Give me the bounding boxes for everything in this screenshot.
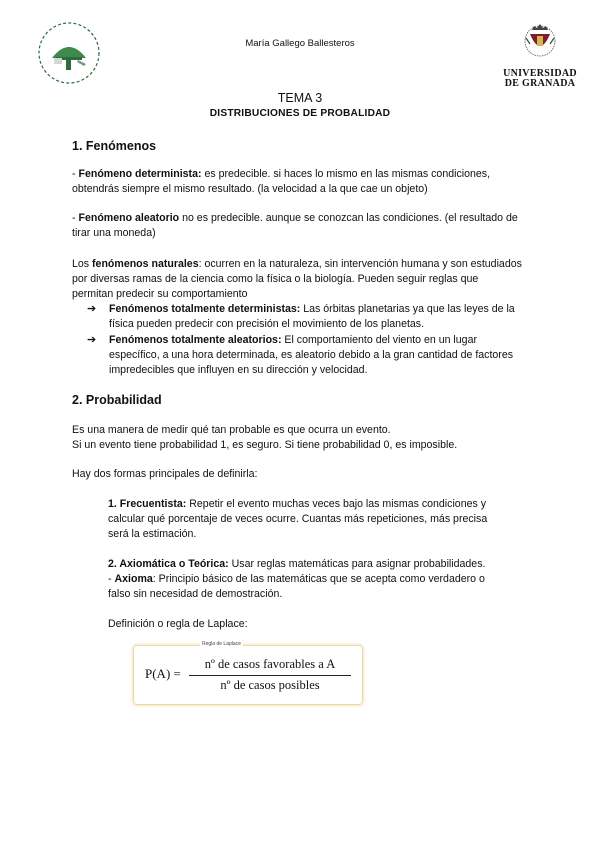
axiom-label: Axioma	[114, 573, 153, 585]
probability-intro-1: Es una manera de medir qué tan probable es que ocurra un evento.	[72, 424, 391, 436]
natural-prefix: Los	[72, 258, 93, 270]
axiomatic-paragraph	[108, 557, 518, 572]
university-line1: UNIVERSIDAD	[503, 68, 577, 79]
bullet-text: El comportamiento del viento en un lugar específico, a una hora determinada, es aleatorio debido a la gran cantidad de factores impredecibles que influyen en su dirección y velocidad.	[109, 334, 514, 376]
list-item	[87, 333, 523, 378]
formula-denominator: nº de casos posibles	[220, 678, 320, 692]
formula-lhs: P(A) =	[145, 666, 181, 681]
formula-title: Regla de Laplace	[202, 641, 241, 647]
document-subtitle: DISTRIBUCIONES DE PROBALIDAD	[209, 108, 391, 119]
random-text: no es predecible. aunque se conozcan las condiciones. (el resultado de tirar una moneda)	[72, 212, 518, 239]
laplace-label: Definición o regla de Laplace:	[108, 618, 248, 630]
university-logo	[500, 18, 580, 93]
probability-intro-2: Si un evento tiene probabilidad 1, es seguro. Si tiene probabilidad 0, es imposible.	[72, 439, 458, 451]
frequentist-label: 1. Frecuentista:	[108, 498, 187, 510]
arrow-icon: ➔	[87, 303, 97, 315]
axiom-paragraph	[108, 572, 508, 602]
natural-text: : ocurren en la naturaleza, sin intervención humana y son estudiados por diversas ramas de la ciencia como la física o la biología. Pueden seguir reglas que permitan predecir su comportamiento	[72, 258, 522, 300]
axiomatic-label: 2. Axiomática o Teórica:	[108, 558, 229, 570]
axiom-text: : Principio básico de las matemáticas que se acepta como verdadero o falso sin necesidad de demostración.	[108, 573, 485, 600]
random-paragraph: - Fenómeno aleatorio no es predecible. aunque se conozcan las condiciones. (el resultado de tirar una moneda)	[72, 212, 518, 239]
phenomena-list	[87, 302, 523, 378]
axiomatic-text: Usar reglas matemáticas para asignar probabilidades.	[228, 558, 486, 570]
frequentist-paragraph	[108, 497, 508, 542]
forms-text: Hay dos formas principales de definirla:	[72, 468, 258, 480]
formula-numerator: nº de casos favorables a A	[204, 657, 336, 671]
random-label: Fenómeno aleatorio	[78, 212, 180, 224]
axiom-prefix: -	[108, 573, 115, 585]
deterministic-paragraph: - Fenómeno determinista: es predecible. si haces lo mismo en las mismas condiciones, obtendrás siempre el mismo resultado. (la velocidad a la que cae un objeto)	[72, 168, 491, 195]
university-name	[500, 69, 580, 89]
bullet-label: Fenómenos totalmente deterministas:	[109, 303, 301, 315]
frequentist-text: Repetir el evento muchas veces bajo las mismas condiciones y calcular qué porcentaje de veces ocurre. Cuantas más repeticiones, más precisa será la estimación.	[108, 498, 488, 540]
author-name: María Gallego Ballesteros	[245, 38, 355, 49]
arrow-icon: ➔	[87, 334, 97, 346]
left-logo	[34, 18, 104, 88]
list-item	[87, 302, 523, 332]
document-title: TEMA 3	[277, 91, 323, 105]
university-line2: DE GRANADA	[504, 78, 576, 89]
deterministic-label: Fenómeno determinista:	[78, 168, 202, 180]
bullet-label: Fenómenos totalmente aleatorios:	[109, 334, 282, 346]
deterministic-text: es predecible. si haces lo mismo en las mismas condiciones, obtendrás siempre el mismo resultado. (la velocidad a la que cae un objeto)	[72, 168, 491, 195]
natural-paragraph	[72, 257, 522, 302]
bullet-text: Las órbitas planetarias ya que las leyes de la física pueden predecir con precisión el movimiento de los planetas.	[109, 303, 515, 330]
section1-heading: 1. Fenómenos	[72, 139, 157, 153]
fraction-line	[189, 675, 351, 676]
natural-label: fenómenos naturales	[92, 258, 199, 270]
section2-heading: 2. Probabilidad	[72, 393, 162, 407]
